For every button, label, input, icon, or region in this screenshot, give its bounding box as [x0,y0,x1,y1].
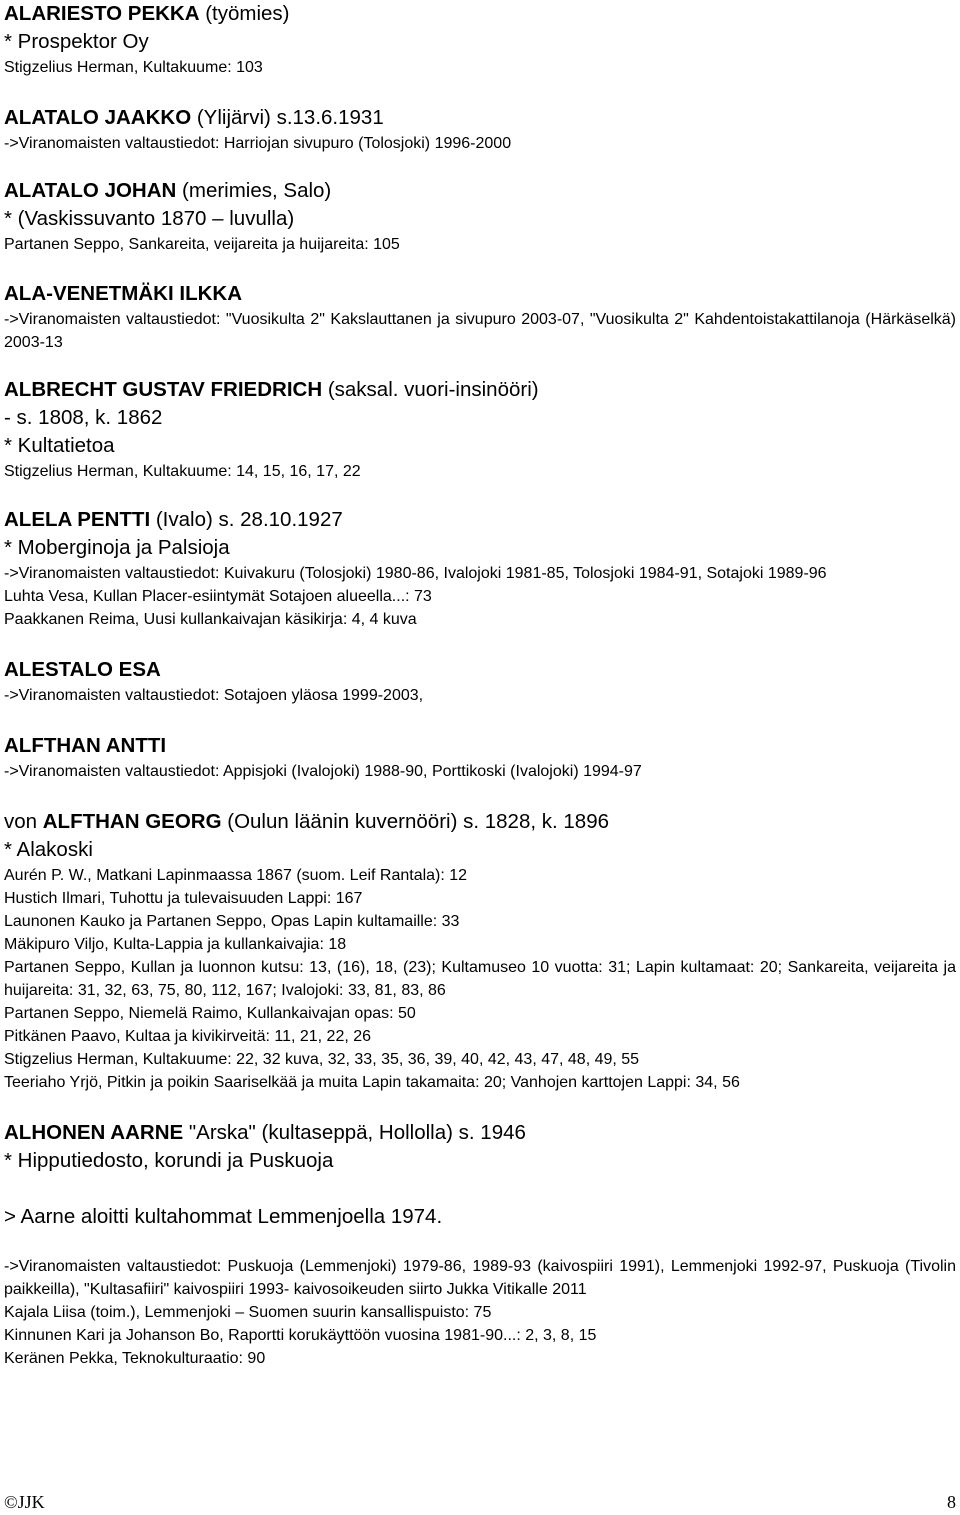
entry-line: Keränen Pekka, Teknokulturaatio: 90 [4,1350,266,1367]
entry-subheading: * Kultatietoa [4,434,115,457]
entry-heading: ALHONEN AARNE "Arska" (kultaseppä, Hollolla) s. 1946 [4,1121,526,1144]
entry-line: Kajala Liisa (toim.), Lemmenjoki – Suomen suurin kansallispuisto: 75 [4,1304,492,1321]
entry-heading: ALELA PENTTI (Ivalo) s. 28.10.1927 [4,508,343,531]
entry-line: Mäkipuro Viljo, Kulta-Lappia ja kullankaivajia: 18 [4,936,347,953]
entry-line: Aurén P. W., Matkani Lapinmaassa 1867 (suom. Leif Rantala): 12 [4,867,468,884]
entry-line: Hustich Ilmari, Tuhottu ja tulevaisuuden Lappi: 167 [4,890,363,907]
entry-name: ALATALO JOHAN [4,179,177,202]
entry-ala-venetmaki-ilkka [4,280,956,354]
entry-heading [4,656,956,684]
entry-line: Stigzelius Herman, Kultakuume: 103 [4,59,263,76]
entry-line: Partanen Seppo, Niemelä Raimo, Kullankaivajan opas: 50 [4,1005,416,1022]
entry-dates: - s. 1808, k. 1862 [4,406,163,429]
entry-name: ALFTHAN GEORG [42,810,222,833]
entry-line: Stigzelius Herman, Kultakuume: 22, 32 kuva, 32, 33, 35, 36, 39, 40, 42, 43, 47, 48, 49, 55 [4,1051,640,1068]
entry-line: ->Viranomaisten valtaustiedot: "Vuosikulta 2" Kakslauttanen ja sivupuro 2003-07, "Vuosikulta 2" Kahdentoistakattilanoja (Härkäselkä) 2003-13 [4,311,956,351]
entry-subheading: * Moberginoja ja Palsioja [4,536,230,559]
entry-subheading: * Prospektor Oy [4,30,149,53]
entry-line: Teeriaho Yrjö, Pitkin ja poikin Saariselkää ja muita Lapin takamaita: 20; Vanhojen karttojen Lappi: 34, 56 [4,1074,740,1091]
entry-heading: ALARIESTO PEKKA (työmies) [4,2,290,25]
entry-alela-pentti [4,506,956,631]
entry-line: Launonen Kauko ja Partanen Seppo, Opas Lapin kultamaille: 33 [4,913,460,930]
entry-name: ALA-VENETMÄKI ILKKA [4,282,243,305]
entry-heading: von ALFTHAN GEORG (Oulun läänin kuvernööri) s. 1828, k. 1896 [4,810,609,833]
entry-heading: ALBRECHT GUSTAV FRIEDRICH (saksal. vuori-insinööri) [4,378,539,401]
entry-note: > Aarne aloitti kultahommat Lemmenjoella 1974. [4,1205,443,1228]
entry-line: Partanen Seppo, Kullan ja luonnon kutsu: 13, (16), 18, (23); Kultamuseo 10 vuotta: 31; Lapin kultamaat: 20; Sankareita, veijareita ja huijareita: 31, 32, 63, 75, 80, 112, 167; Ivalojoki: 33, 81, 83, 86 [4,959,956,999]
entry-subheading: * Alakoski [4,838,93,861]
entry-heading [4,280,956,308]
entry-alfthan-antti [4,732,956,783]
entry-line: ->Viranomaisten valtaustiedot: Harriojan sivupuro (Tolosjoki) 1996-2000 [4,135,512,152]
entry-line: Pitkänen Paavo, Kultaa ja kivikirveitä: 11, 21, 22, 26 [4,1028,372,1045]
entry-name: ALELA PENTTI [4,508,151,531]
entry-name: ALFTHAN ANTTI [4,734,167,757]
entry-alatalo-johan [4,177,956,256]
entry-line: ->Viranomaisten valtaustiedot: Appisjoki (Ivalojoki) 1988-90, Porttikoski (Ivalojoki) 1994-97 [4,763,642,780]
entry-alatalo-jaakko [4,104,956,155]
entry-name: ALHONEN AARNE [4,1121,184,1144]
footer-copyright: ©JJK [4,1492,45,1512]
entry-heading: ALATALO JAAKKO (Ylijärvi) s.13.6.1931 [4,106,384,129]
entry-line: Partanen Seppo, Sankareita, veijareita ja huijareita: 105 [4,236,400,253]
entry-alhonen-aarne [4,1119,956,1370]
entry-line: Luhta Vesa, Kullan Placer-esiintymät Sotajoen alueella...: 73 [4,588,432,605]
document-page [4,0,956,1370]
entry-alariesto-pekka [4,0,956,79]
entry-von-alfthan-georg [4,808,956,1094]
entry-heading: ALATALO JOHAN (merimies, Salo) [4,179,332,202]
entry-name: ALARIESTO PEKKA [4,2,200,25]
entry-subheading: * (Vaskissuvanto 1870 – luvulla) [4,207,295,230]
entry-line: ->Viranomaisten valtaustiedot: Puskuoja (Lemmenjoki) 1979-86, 1989-93 (kaivospiiri 1991), Lemmenjoki 1992-97, Puskuoja (Tivolin paikkeilla), "Kultasafiiri" kaivospiiri 1993- kaivosoikeuden siirto Jukka Vitikalle 2011 [4,1258,956,1298]
entry-line: Stigzelius Herman, Kultakuume: 14, 15, 16, 17, 22 [4,463,361,480]
entry-alestalo-esa [4,656,956,707]
entry-line: Paakkanen Reima, Uusi kullankaivajan käsikirja: 4, 4 kuva [4,611,417,628]
entry-subheading: * Hipputiedosto, korundi ja Puskuoja [4,1149,334,1172]
entry-albrecht-gustav-friedrich [4,376,956,483]
page-number: 8 [947,1492,956,1512]
entry-line: ->Viranomaisten valtaustiedot: Sotajoen yläosa 1999-2003, [4,687,424,704]
entry-line: ->Viranomaisten valtaustiedot: Kuivakuru (Tolosjoki) 1980-86, Ivalojoki 1981-85, Tolosjoki 1984-91, Sotajoki 1989-96 [4,565,827,582]
entry-name: ALESTALO ESA [4,658,161,681]
entry-name: ALBRECHT GUSTAV FRIEDRICH [4,378,323,401]
entry-name: ALATALO JAAKKO [4,106,192,129]
entry-heading [4,732,956,760]
page-footer [4,1491,956,1513]
entry-line: Kinnunen Kari ja Johanson Bo, Raportti korukäyttöön vuosina 1981-90...: 2, 3, 8, 15 [4,1327,597,1344]
